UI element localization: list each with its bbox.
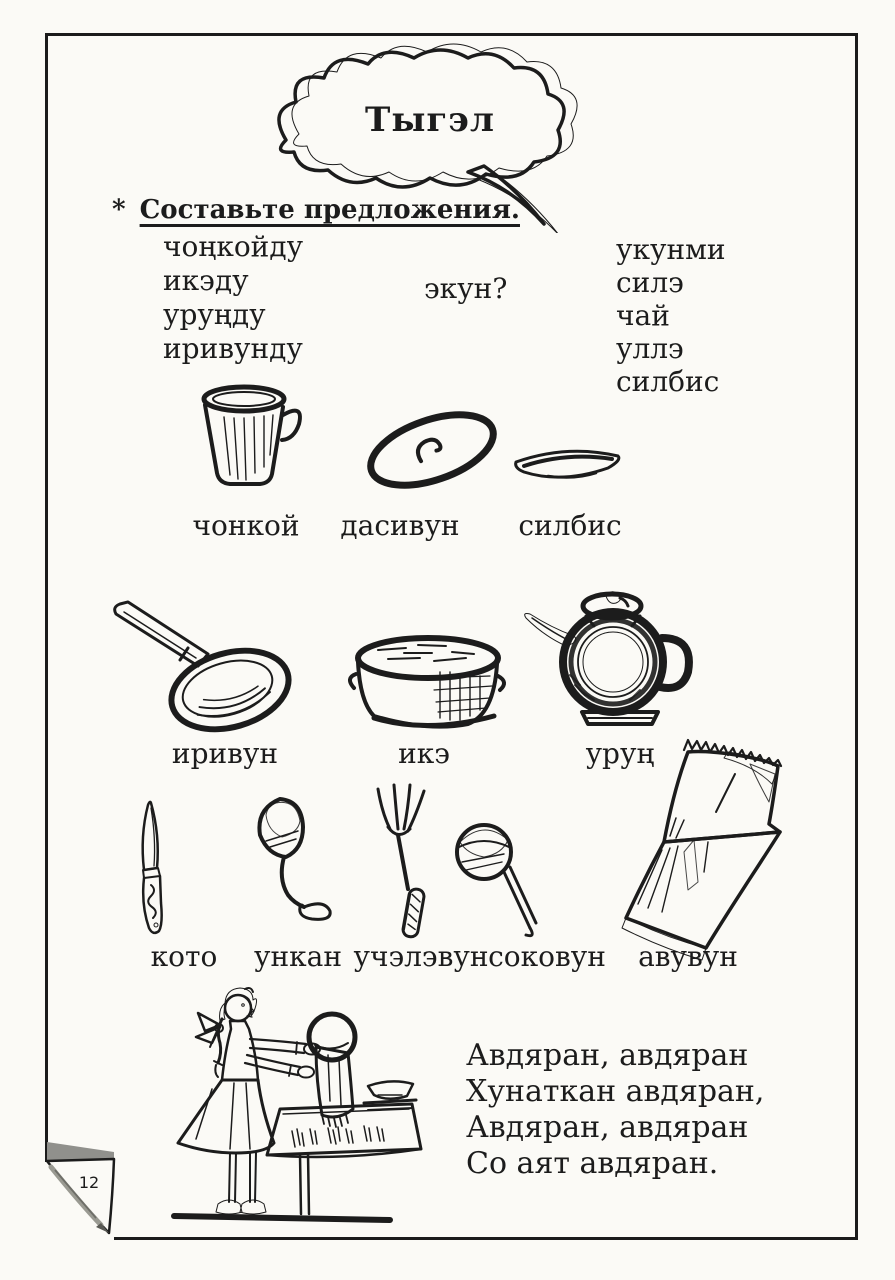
towel-icon: [618, 722, 798, 967]
word-item: уруңду: [163, 298, 266, 331]
vocab-label: уруң: [585, 737, 655, 770]
vocab-label: дасивун: [340, 509, 460, 542]
asterisk-marker: *: [112, 195, 126, 225]
page-number: 12: [78, 1173, 100, 1192]
vocab-label: икэ: [398, 737, 450, 770]
vocab-label: авувун: [638, 940, 738, 973]
ladle-icon: [452, 822, 542, 950]
word-column-right: [616, 233, 726, 398]
word-item: уллэ: [616, 332, 684, 365]
word-item: силбис: [616, 365, 720, 398]
word-item: силэ: [616, 266, 684, 299]
mug-icon: [200, 383, 305, 493]
poem-line: Авдяран, авдяран: [466, 1038, 749, 1073]
word-column-left: [163, 230, 303, 366]
word-item: икэду: [163, 264, 249, 297]
frying-pan-icon: [108, 598, 293, 733]
spoon-icon: [254, 797, 334, 932]
girl-washing-dishes-illustration: [150, 983, 448, 1233]
poem: [466, 1038, 764, 1182]
poem-line: Со аят авдяран.: [466, 1146, 719, 1181]
word-item: чоңкойду: [163, 230, 304, 263]
fork-icon: [366, 783, 448, 945]
page-curl: [40, 1128, 130, 1253]
saucer-icon: [512, 442, 624, 488]
vocab-label: ункан: [254, 940, 342, 973]
vocab-label: силбис: [518, 509, 622, 542]
vocab-label: учэлэвун: [353, 940, 489, 973]
poem-line: Авдяран, авдяран: [466, 1110, 749, 1145]
teapot-icon: [520, 590, 700, 726]
word-item: иривунду: [163, 332, 303, 365]
pot-icon: [348, 632, 508, 732]
vocab-label: кото: [150, 940, 218, 973]
vocab-label: чонкой: [192, 509, 300, 542]
knife-icon: [123, 800, 183, 940]
lid-icon: [360, 405, 505, 495]
word-item: укунми: [616, 233, 726, 266]
poem-line: Хунаткан авдяран,: [466, 1074, 765, 1109]
vocab-label: соковун: [488, 940, 606, 973]
question-word: экун?: [424, 272, 508, 305]
exercise-heading: [112, 194, 520, 226]
bubble-title: Тыгэл: [365, 100, 495, 140]
vocab-label: иривун: [171, 737, 279, 770]
exercise-heading-text: Составьте предложения.: [139, 195, 520, 225]
word-item: чай: [616, 299, 670, 332]
